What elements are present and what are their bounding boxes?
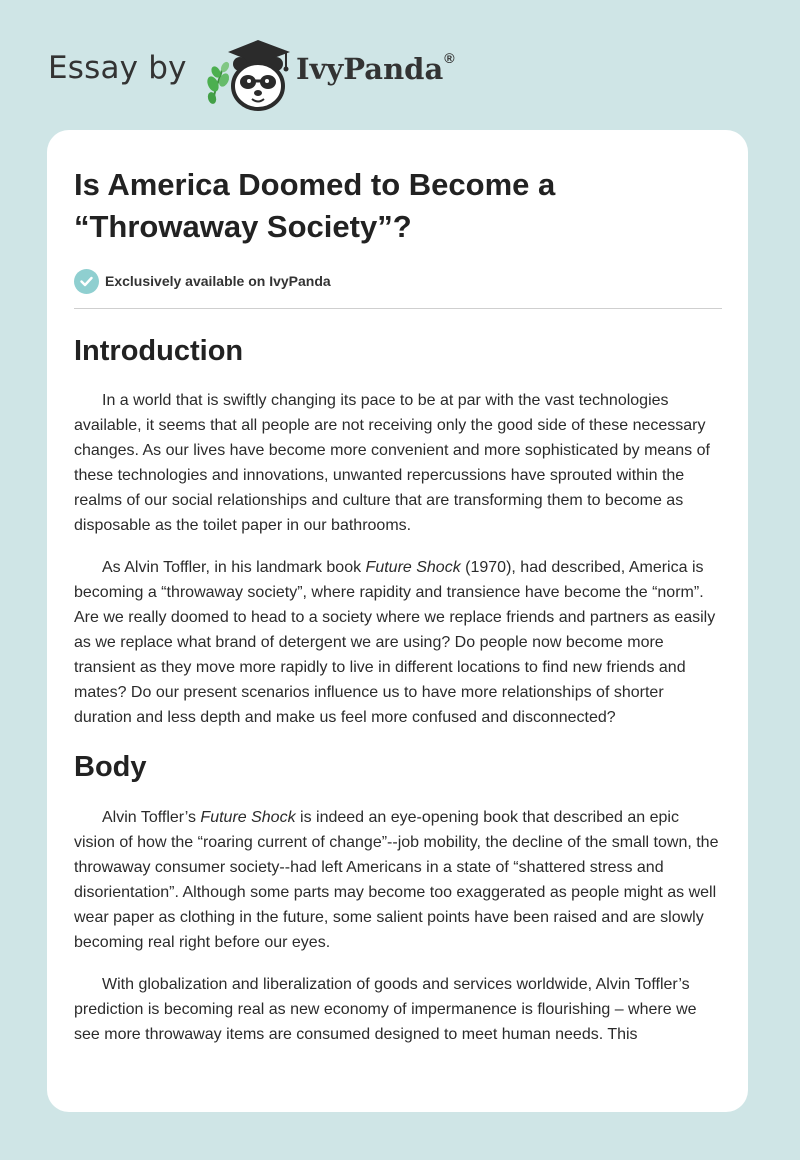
site-header	[48, 30, 508, 114]
section-heading-body: Body	[74, 751, 147, 783]
body-paragraph-2: With globalization and liberalization of goods and services worldwide, Alvin Toffler’s prediction is becoming real as new economy of impermanence is flourishing – where we see more throwaway items are consumed designed to meet human needs. This	[74, 976, 697, 1043]
divider	[74, 308, 722, 309]
exclusive-label: Exclusively available on IvyPanda	[105, 273, 331, 289]
essay-card	[47, 130, 748, 1112]
intro-paragraph-2: As Alvin Toffler, in his landmark book Future Shock (1970), had described, America is becoming a “throwaway society”, where rapidity and transience have become the “norm”. Are we really doomed to head to a society where we replace friends and partners as easily as we replace what brand of detergent we are using? Do people now become more transient as they move more rapidly to live in different locations to find new friends and mates? Do our present scenarios influence us to have more relationships of shorter duration and less depth and make us feel more confused and disconnected?	[74, 559, 716, 726]
book-title: Future Shock	[365, 559, 461, 576]
essay-by-label: Essay by	[48, 50, 187, 86]
check-icon	[74, 269, 99, 294]
section-heading-introduction: Introduction	[74, 335, 244, 367]
panda-logo-icon[interactable]	[204, 34, 294, 114]
body-paragraph-1: Alvin Toffler’s Future Shock is indeed an eye-opening book that described an epic vision of how the “roaring current of change”--job mobility, the decline of the small town, the throwaway consumer society--had left Americans in a state of “shattered stress and disorientation”. Although some parts may become too exaggerated as people might as well wear paper as clothing in the future, some salient points have been raised and are slowly becoming real right before our eyes.	[74, 809, 719, 951]
book-title: Future Shock	[200, 809, 296, 826]
exclusive-badge	[74, 268, 722, 294]
page-title: Is America Doomed to Become a “Throwaway Society”?	[74, 167, 556, 244]
registered-mark: ®	[444, 50, 455, 66]
intro-paragraph-1: In a world that is swiftly changing its pace to be at par with the vast technologies available, it seems that all people are not receiving only the good side of these necessary changes. As our lives have become more convenient and more sophisticated by means of these technologies and innovations, unwanted repercussions have sprouted within the realms of our social relationships and culture that are transforming them to become as disposable as the toilet paper in our bathrooms.	[74, 392, 710, 534]
brand-name[interactable]: IvyPanda®	[296, 50, 455, 86]
essay-content	[74, 130, 722, 1047]
leaf-icon	[205, 60, 231, 104]
body-section	[74, 749, 722, 1047]
